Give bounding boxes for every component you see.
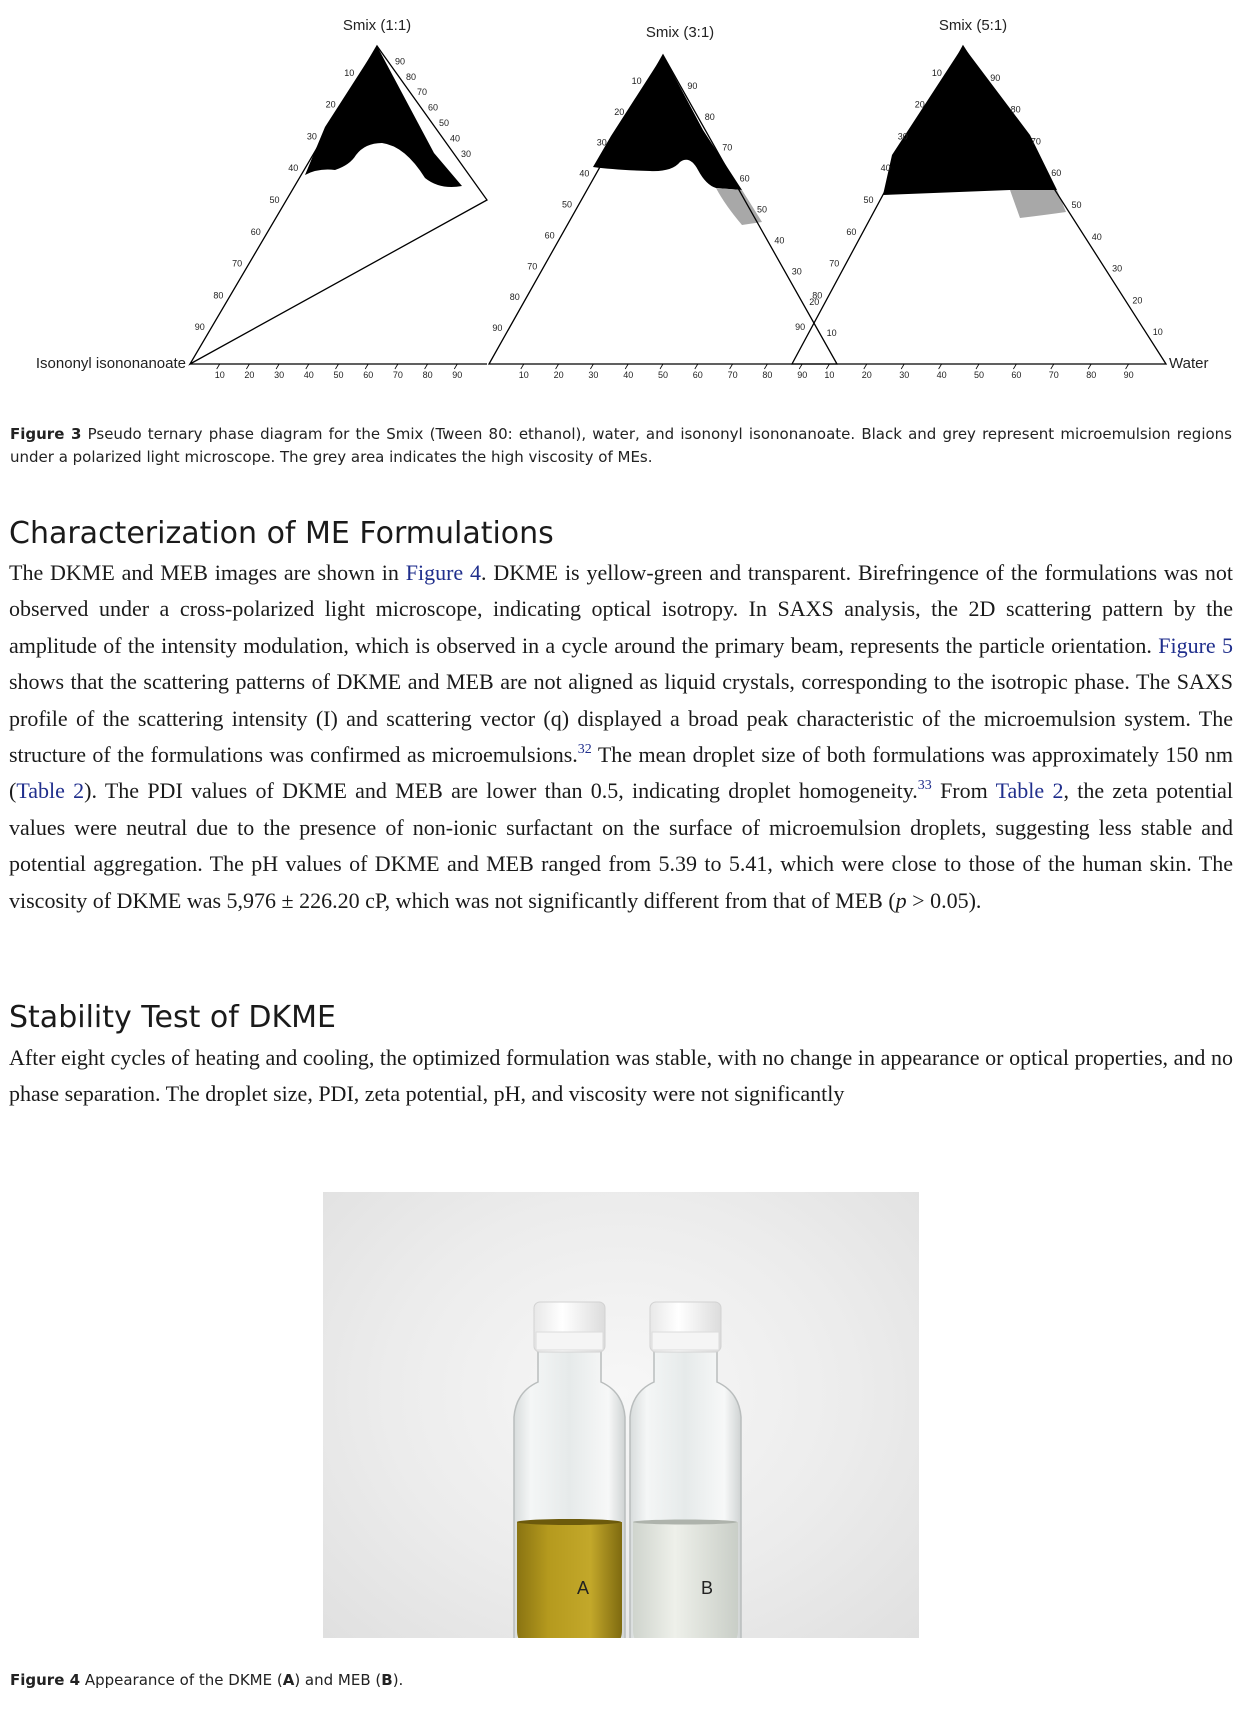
tick-mark: [730, 364, 733, 369]
paragraph-characterization: [9, 555, 1233, 919]
phase-diagram-figure: [0, 0, 1241, 400]
tick-mark: [365, 364, 368, 369]
vial-meb: [630, 1302, 741, 1638]
diagram-title: Smix (5:1): [938, 17, 1008, 34]
paragraph-stability: After eight cycles of heating and cooling, the optimized formulation was stable, with no change in appearance or optical properties, and no phase separation. The droplet size, PDI, zeta potential, pH, and viscosity were not significantly: [9, 1045, 1233, 1107]
tick-label: 40: [449, 133, 461, 144]
tick-label: 10: [518, 370, 529, 380]
vertex-label-oil: Isononyl isononanoate: [35, 355, 186, 372]
tick-mark: [556, 364, 559, 369]
tick-mark: [306, 364, 309, 369]
figure-4-caption: [10, 1669, 1232, 1692]
tick-mark: [660, 364, 663, 369]
tick-label: 90: [492, 323, 503, 334]
figure-4-caption-label: Figure 4: [10, 1671, 81, 1689]
tick-label: 60: [1011, 370, 1022, 380]
cap-ring: [652, 1332, 719, 1350]
tick-label: 80: [812, 290, 823, 301]
citation-33[interactable]: 33: [917, 778, 932, 794]
citation-32[interactable]: 32: [577, 742, 592, 758]
ternary-diagram-smix-3-1: [489, 24, 840, 380]
tick-label: 10: [344, 67, 355, 78]
tick-label: 40: [880, 163, 891, 174]
tick-label: 70: [1048, 370, 1059, 380]
tick-label: 50: [863, 195, 874, 205]
tick-mark: [1013, 364, 1016, 369]
caption-a: A: [282, 1671, 295, 1689]
tick-label: 50: [561, 199, 573, 210]
tick-mark: [246, 364, 249, 369]
tick-label: 70: [722, 142, 733, 153]
caption-text: Appearance of the DKME (: [84, 1671, 283, 1689]
text-run: shows that the scattering patterns of DKME and MEB are not aligned as liquid crystals, corresponding to the isotropic phase. The SAXS profile of the scattering intensity (I) and scattering vector (q) displayed a broad peak characteristic of the microemulsion system. The structure of the formulations was confirmed as microemulsions.: [9, 669, 1233, 768]
tick-label: 90: [795, 322, 806, 333]
tick-label: 80: [509, 292, 520, 303]
vials-photo: [323, 1192, 919, 1638]
tick-label: 40: [774, 235, 785, 246]
axis-ticks: [195, 56, 471, 380]
tick-label: 90: [797, 370, 808, 380]
vial-dkme: [514, 1302, 625, 1638]
liquid-dkme: [517, 1522, 622, 1638]
tick-mark: [976, 364, 979, 369]
tick-mark: [826, 364, 829, 369]
tick-label: 90: [194, 322, 205, 333]
tick-label: 80: [213, 290, 224, 301]
tick-label: 40: [623, 370, 634, 380]
p-value-symbol: p: [895, 887, 907, 913]
tick-label: 20: [914, 99, 925, 110]
tick-label: 90: [1123, 370, 1134, 380]
cap-ring: [536, 1332, 603, 1350]
tick-label: 20: [1132, 295, 1143, 306]
tick-label: 40: [1091, 231, 1102, 242]
tick-label: 80: [405, 71, 417, 82]
figure-3-caption-label: Figure 3: [10, 425, 82, 443]
tick-label: 30: [791, 266, 802, 277]
caption-b: B: [381, 1671, 393, 1689]
tick-mark: [454, 364, 457, 369]
tick-label: 70: [727, 370, 738, 380]
diagram-title: Smix (1:1): [342, 17, 412, 34]
tick-label: 70: [527, 261, 538, 272]
figure-3-caption: [10, 423, 1232, 469]
tick-label: 50: [973, 370, 985, 380]
tick-mark: [276, 364, 279, 369]
tick-label: 50: [756, 204, 768, 215]
tick-label: 70: [1030, 136, 1041, 147]
tick-mark: [695, 364, 698, 369]
tick-label: 30: [899, 370, 910, 380]
tick-mark: [1051, 364, 1054, 369]
text-run: The DKME and MEB images are shown in: [9, 560, 406, 585]
tick-label: 50: [657, 370, 669, 380]
triangle-outline: [190, 46, 487, 364]
tick-mark: [395, 364, 398, 369]
tick-label: 30: [897, 131, 908, 142]
tick-label: 50: [333, 370, 344, 380]
tick-label: 40: [303, 370, 314, 380]
tick-mark: [864, 364, 867, 369]
vertex-label-water: Water: [1169, 355, 1209, 372]
ref-table-2[interactable]: Table 2: [995, 778, 1064, 804]
text-run: From: [931, 778, 996, 804]
tick-label: 50: [1071, 200, 1082, 210]
tick-label: 20: [861, 370, 872, 380]
section-heading-characterization: Characterization of ME Formulations: [9, 516, 554, 551]
tick-label: 40: [288, 163, 299, 174]
tick-label: 80: [1086, 370, 1097, 380]
tick-label: 60: [846, 226, 857, 237]
ref-figure-4[interactable]: Figure 4: [405, 560, 482, 585]
tick-label: 20: [614, 106, 625, 117]
section-heading-stability: Stability Test of DKME: [9, 1000, 336, 1035]
photo-label-a: A: [576, 1578, 590, 1598]
tick-label: 90: [990, 72, 1001, 83]
ternary-diagram-smix-5-1: [792, 17, 1166, 380]
tick-label: 60: [427, 102, 439, 113]
tick-label: 30: [596, 137, 607, 148]
tick-label: 90: [687, 80, 698, 91]
tick-label: 20: [809, 297, 820, 308]
vials-illustration: [323, 1192, 919, 1638]
tick-mark: [217, 364, 220, 369]
meniscus: [517, 1519, 621, 1525]
tick-mark: [799, 364, 802, 369]
ref-table-2[interactable]: Table 2: [16, 778, 85, 804]
tick-label: 40: [579, 168, 590, 179]
tick-label: 10: [214, 370, 225, 380]
tick-label: 70: [829, 258, 840, 269]
tick-label: 30: [274, 370, 285, 380]
tick-label: 20: [553, 370, 564, 380]
tick-label: 40: [936, 370, 947, 380]
tick-label: 10: [826, 328, 837, 339]
tick-label: 30: [306, 131, 317, 142]
tick-label: 10: [931, 67, 942, 78]
tick-label: 30: [460, 148, 472, 159]
text-run: . DKME is yellow-green and transparent. Birefringence of the formulations was not observed under a cross-polarized light microscope, indicating optical isotropy. In SAXS analysis, the 2D scattering pattern by the amplitude of the intensity modulation, which is observed in a cycle around the primary beam, represents the particle orientation.: [9, 560, 1233, 658]
tick-label: 60: [250, 226, 261, 237]
tick-label: 50: [438, 118, 450, 128]
text-run: The mean droplet size of both formulations was approximately 150 nm (: [9, 742, 1233, 804]
tick-label: 70: [416, 87, 428, 98]
caption-text: ) and MEB (: [294, 1671, 382, 1689]
tick-label: 80: [1010, 104, 1021, 115]
tick-label: 90: [452, 370, 463, 380]
tick-label: 80: [704, 111, 715, 122]
tick-label: 60: [739, 173, 750, 184]
tick-mark: [625, 364, 628, 369]
tick-label: 60: [544, 230, 555, 241]
meniscus: [633, 1520, 737, 1525]
photo-label-b: B: [700, 1578, 714, 1598]
caption-text: ).: [392, 1671, 404, 1689]
tick-mark: [1088, 364, 1091, 369]
tick-label: 30: [588, 370, 599, 380]
tick-label: 10: [1152, 327, 1163, 338]
tick-mark: [590, 364, 593, 369]
figure-3-caption-text: Pseudo ternary phase diagram for the Smix (Tween 80: ethanol), water, and isononyl isononanoate. Black and grey represent microemulsion regions under a polarized light microscope. The grey area indicates the high viscosity of MEs.: [10, 425, 1232, 466]
ternary-diagram-smix-1-1: [190, 17, 487, 380]
text-run: , the zeta potential values were neutral due to the presence of non-ionic surfactant on the surface of microemulsion droplets, suggesting less stable and potential aggregation. The pH values of DKME and MEB ranged from 5.39 to 5.41, which were close to those of the human skin. The viscosity of DKME was 5,976 ± 226.20 cP, which was not significantly different from that of MEB (: [9, 778, 1234, 913]
tick-label: 70: [392, 370, 403, 380]
tick-label: 80: [762, 370, 773, 380]
tick-label: 80: [422, 370, 433, 380]
tick-label: 70: [232, 258, 243, 269]
liquid-meb: [633, 1522, 738, 1638]
microemulsion-region-black: [305, 46, 462, 187]
tick-mark: [939, 364, 942, 369]
tick-mark: [901, 364, 904, 369]
tick-mark: [1126, 364, 1129, 369]
tick-label: 50: [269, 195, 280, 205]
tick-label: 20: [325, 99, 336, 110]
tick-label: 60: [1051, 168, 1062, 179]
tick-label: 60: [363, 370, 374, 380]
tick-label: 10: [824, 370, 835, 380]
diagram-title: Smix (3:1): [645, 24, 715, 41]
tick-label: 20: [244, 370, 255, 380]
tick-label: 30: [1112, 263, 1123, 274]
tick-mark: [425, 364, 428, 369]
ref-figure-5[interactable]: Figure 5: [1158, 632, 1233, 658]
tick-mark: [336, 364, 339, 369]
text-run: > 0.05).: [906, 887, 982, 913]
microemulsion-region-black: [880, 46, 1057, 195]
tick-mark: [764, 364, 767, 369]
microemulsion-region-black: [593, 55, 742, 190]
tick-label: 90: [394, 56, 406, 67]
tick-mark: [521, 364, 524, 369]
text-run: ). The PDI values of DKME and MEB are lower than 0.5, indicating droplet homogeneity.: [84, 778, 918, 804]
tick-label: 10: [631, 75, 642, 86]
tick-label: 60: [692, 370, 703, 380]
